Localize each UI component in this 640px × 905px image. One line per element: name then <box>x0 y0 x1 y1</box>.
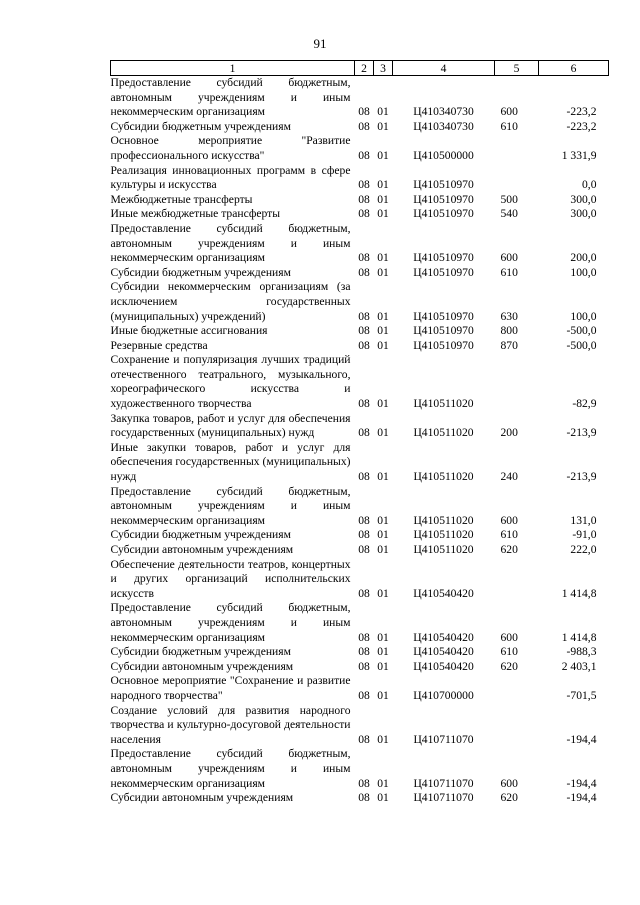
row-section-cell: 08 <box>358 688 370 702</box>
row-code-cell: Ц410510970 <box>413 324 474 338</box>
row-type-cell: 600 <box>500 630 518 644</box>
row-name-cell: Субсидии бюджетным учреждениям <box>110 119 291 133</box>
row-amount-cell: -213,9 <box>566 470 597 484</box>
row-type-cell: 610 <box>500 645 518 659</box>
table-row <box>111 645 609 660</box>
row-code-cell: Ц410540420 <box>413 645 474 659</box>
row-code-cell: Ц410510970 <box>413 338 474 352</box>
row-section-cell: 08 <box>358 791 370 805</box>
row-code-cell: Ц410340730 <box>413 119 474 133</box>
row-code-cell: Ц410340730 <box>413 105 474 119</box>
table-row <box>111 747 609 791</box>
row-subsection-cell: 01 <box>377 791 389 805</box>
row-amount-cell: 100,0 <box>570 265 597 279</box>
column-header-2: 2 <box>355 61 374 76</box>
row-name-cell: Субсидии бюджетным учреждениям <box>110 645 291 659</box>
row-name-cell: Предоставление субсидий бюджетным, автономным учреждениям и иным некоммерческим организациям <box>110 747 351 790</box>
row-code-cell: Ц410510970 <box>413 309 474 323</box>
table-row <box>111 601 609 645</box>
row-type-cell: 630 <box>500 309 518 323</box>
row-section-cell: 08 <box>358 470 370 484</box>
row-section-cell: 08 <box>358 265 370 279</box>
row-section-cell: 08 <box>358 543 370 556</box>
row-name-cell: Субсидии некоммерческим организациям (за исключением государственных (муниципальных) учреждений) <box>110 280 351 323</box>
row-subsection-cell: 01 <box>377 426 389 440</box>
row-code-cell: Ц410511020 <box>413 543 474 556</box>
row-subsection-cell: 01 <box>377 732 389 746</box>
row-section-cell: 08 <box>358 192 370 206</box>
table-row <box>111 558 609 602</box>
row-name-cell: Субсидии бюджетным учреждениям <box>110 265 291 279</box>
row-amount-cell: 0,0 <box>582 178 597 192</box>
row-type-cell: 620 <box>500 543 518 556</box>
row-subsection-cell: 01 <box>377 148 389 162</box>
row-type-cell <box>495 674 539 703</box>
row-code-cell: Ц410711070 <box>413 732 474 746</box>
table-row <box>111 193 609 208</box>
row-type-cell: 240 <box>500 470 518 484</box>
row-subsection-cell: 01 <box>377 178 389 192</box>
row-amount-cell: -213,9 <box>566 426 597 440</box>
row-code-cell: Ц410511020 <box>413 397 474 411</box>
table-row <box>111 660 609 675</box>
row-name-cell: Иные закупки товаров, работ и услуг для обеспечения государственных (муниципальных) нужд <box>110 440 351 484</box>
row-code-cell: Ц410510970 <box>413 192 474 206</box>
row-code-cell: Ц410510970 <box>413 265 474 279</box>
table-row <box>111 324 609 339</box>
table-row <box>111 791 609 806</box>
row-amount-cell: 1 414,8 <box>561 586 597 600</box>
row-subsection-cell: 01 <box>377 645 389 659</box>
row-name-cell: Субсидии автономным учреждениям <box>110 543 294 556</box>
table-row <box>111 266 609 281</box>
table-header-row <box>111 61 609 76</box>
row-subsection-cell: 01 <box>377 776 389 790</box>
row-code-cell: Ц410540420 <box>413 630 474 644</box>
row-amount-cell: 300,0 <box>570 207 597 221</box>
row-type-cell: 800 <box>500 324 518 338</box>
row-section-cell: 08 <box>358 528 370 542</box>
budget-table <box>110 60 609 806</box>
row-amount-cell: -988,3 <box>566 645 597 659</box>
row-section-cell: 08 <box>358 338 370 352</box>
row-name-cell: Предоставление субсидий бюджетным, автономным учреждениям и иным некоммерческим организациям <box>110 484 351 527</box>
row-amount-cell: -194,4 <box>566 791 597 805</box>
row-subsection-cell: 01 <box>377 105 389 119</box>
row-subsection-cell: 01 <box>377 207 389 221</box>
row-amount-cell: 222,0 <box>570 543 597 556</box>
row-amount-cell: -82,9 <box>572 397 597 411</box>
row-section-cell: 08 <box>358 105 370 119</box>
row-amount-cell: -223,2 <box>566 119 597 133</box>
row-name-cell: Резервные средства <box>110 338 208 352</box>
table-row <box>111 164 609 193</box>
row-name-cell: Предоставление субсидий бюджетным, автономным учреждениям и иным некоммерческим организациям <box>110 76 351 119</box>
row-code-cell: Ц410700000 <box>413 688 474 702</box>
table-row <box>111 134 609 163</box>
row-section-cell: 08 <box>358 732 370 746</box>
table-row <box>111 674 609 703</box>
column-header-4: 4 <box>393 61 495 76</box>
row-amount-cell: -194,4 <box>566 732 597 746</box>
row-code-cell: Ц410510970 <box>413 251 474 265</box>
row-amount-cell: -701,5 <box>566 688 597 702</box>
row-type-cell <box>495 134 539 163</box>
row-code-cell: Ц410511020 <box>413 426 474 440</box>
row-subsection-cell: 01 <box>377 251 389 265</box>
row-type-cell: 600 <box>500 776 518 790</box>
row-subsection-cell: 01 <box>377 659 389 673</box>
row-amount-cell: -91,0 <box>572 528 597 542</box>
row-subsection-cell: 01 <box>377 338 389 352</box>
row-amount-cell: 100,0 <box>570 309 597 323</box>
row-type-cell: 610 <box>500 265 518 279</box>
column-header-1: 1 <box>111 61 355 76</box>
row-name-cell: Сохранение и популяризация лучших традиций отечественного театрального, музыкального, хореографического искусства и художественного творчества <box>110 353 351 411</box>
row-subsection-cell: 01 <box>377 630 389 644</box>
row-amount-cell: -223,2 <box>566 105 597 119</box>
row-section-cell: 08 <box>358 309 370 323</box>
row-type-cell: 600 <box>500 251 518 265</box>
row-amount-cell: 131,0 <box>570 513 597 527</box>
row-type-cell: 620 <box>500 659 518 673</box>
row-type-cell: 620 <box>500 791 518 805</box>
row-subsection-cell: 01 <box>377 119 389 133</box>
row-code-cell: Ц410540420 <box>413 659 474 673</box>
row-section-cell: 08 <box>358 397 370 411</box>
row-section-cell: 08 <box>358 630 370 644</box>
row-amount-cell: 2 403,1 <box>561 659 597 673</box>
row-code-cell: Ц410500000 <box>413 148 474 162</box>
row-type-cell <box>495 704 539 748</box>
row-type-cell: 600 <box>500 513 518 527</box>
row-code-cell: Ц410510970 <box>413 207 474 221</box>
row-name-cell: Основное мероприятие "Сохранение и развитие народного творчества" <box>110 674 351 702</box>
table-row <box>111 412 609 441</box>
column-header-3: 3 <box>374 61 393 76</box>
row-subsection-cell: 01 <box>377 324 389 338</box>
page-number: 91 <box>313 36 327 51</box>
row-code-cell: Ц410511020 <box>413 513 474 527</box>
row-code-cell: Ц410540420 <box>413 586 474 600</box>
row-name-cell: Закупка товаров, работ и услуг для обеспечения государственных (муниципальных) нужд <box>110 411 351 440</box>
row-name-cell: Обеспечение деятельности театров, концертных и других организаций исполнительских искусств <box>110 557 351 600</box>
row-name-cell: Предоставление субсидий бюджетным, автономным учреждениям и иным некоммерческим организациям <box>110 601 351 644</box>
row-section-cell: 08 <box>358 659 370 673</box>
row-subsection-cell: 01 <box>377 192 389 206</box>
row-name-cell: Основное мероприятие "Развитие профессионального искусства" <box>110 134 351 162</box>
row-name-cell: Субсидии автономным учреждениям <box>110 659 294 673</box>
row-name-cell: Иные бюджетные ассигнования <box>110 324 268 338</box>
row-section-cell: 08 <box>358 178 370 192</box>
column-header-5: 5 <box>495 61 539 76</box>
row-section-cell: 08 <box>358 251 370 265</box>
row-subsection-cell: 01 <box>377 265 389 279</box>
row-subsection-cell: 01 <box>377 513 389 527</box>
row-subsection-cell: 01 <box>377 309 389 323</box>
table-row <box>111 704 609 748</box>
table-row <box>111 485 609 529</box>
row-subsection-cell: 01 <box>377 397 389 411</box>
row-section-cell: 08 <box>358 776 370 790</box>
row-type-cell: 870 <box>500 338 518 352</box>
row-amount-cell: -500,0 <box>566 324 597 338</box>
table-row <box>111 120 609 135</box>
row-subsection-cell: 01 <box>377 586 389 600</box>
row-amount-cell: -500,0 <box>566 338 597 352</box>
row-name-cell: Реализация инновационных программ в сфере культуры и искусства <box>110 163 351 192</box>
row-section-cell: 08 <box>358 586 370 600</box>
row-name-cell: Создание условий для развития народного творчества и культурно-досуговой деятельности населения <box>110 703 351 746</box>
table-row <box>111 441 609 485</box>
row-section-cell: 08 <box>358 148 370 162</box>
row-code-cell: Ц410711070 <box>413 791 474 805</box>
row-section-cell: 08 <box>358 119 370 133</box>
table-row <box>111 280 609 324</box>
row-type-cell <box>495 353 539 411</box>
row-code-cell: Ц410711070 <box>413 776 474 790</box>
row-section-cell: 08 <box>358 513 370 527</box>
column-header-6: 6 <box>539 61 609 76</box>
row-type-cell: 200 <box>500 426 518 440</box>
row-type-cell <box>495 164 539 193</box>
row-type-cell: 540 <box>500 207 518 221</box>
row-type-cell: 610 <box>500 528 518 542</box>
row-type-cell <box>495 558 539 602</box>
table-row <box>111 339 609 354</box>
row-code-cell: Ц410510970 <box>413 178 474 192</box>
row-amount-cell: 1 331,9 <box>561 148 597 162</box>
row-type-cell: 500 <box>500 192 518 206</box>
row-amount-cell: -194,4 <box>566 776 597 790</box>
row-subsection-cell: 01 <box>377 543 389 556</box>
table-row <box>111 353 609 411</box>
row-code-cell: Ц410511020 <box>413 528 474 542</box>
table-row <box>111 222 609 266</box>
table-row <box>111 528 609 543</box>
row-name-cell: Предоставление субсидий бюджетным, автономным учреждениям и иным некоммерческим организациям <box>110 221 351 265</box>
row-type-cell: 600 <box>500 105 518 119</box>
row-section-cell: 08 <box>358 645 370 659</box>
row-name-cell: Субсидии автономным учреждениям <box>110 791 294 805</box>
row-amount-cell: 1 414,8 <box>561 630 597 644</box>
row-code-cell: Ц410511020 <box>413 470 474 484</box>
row-name-cell: Иные межбюджетные трансферты <box>110 207 281 221</box>
row-name-cell: Межбюджетные трансферты <box>110 192 253 206</box>
row-amount-cell: 300,0 <box>570 192 597 206</box>
row-type-cell: 610 <box>500 119 518 133</box>
row-section-cell: 08 <box>358 324 370 338</box>
row-section-cell: 08 <box>358 207 370 221</box>
table-row <box>111 207 609 222</box>
row-subsection-cell: 01 <box>377 688 389 702</box>
row-subsection-cell: 01 <box>377 528 389 542</box>
row-section-cell: 08 <box>358 426 370 440</box>
row-amount-cell: 200,0 <box>570 251 597 265</box>
table-row <box>111 543 609 558</box>
row-name-cell: Субсидии бюджетным учреждениям <box>110 528 291 542</box>
row-subsection-cell: 01 <box>377 470 389 484</box>
table-row <box>111 76 609 120</box>
